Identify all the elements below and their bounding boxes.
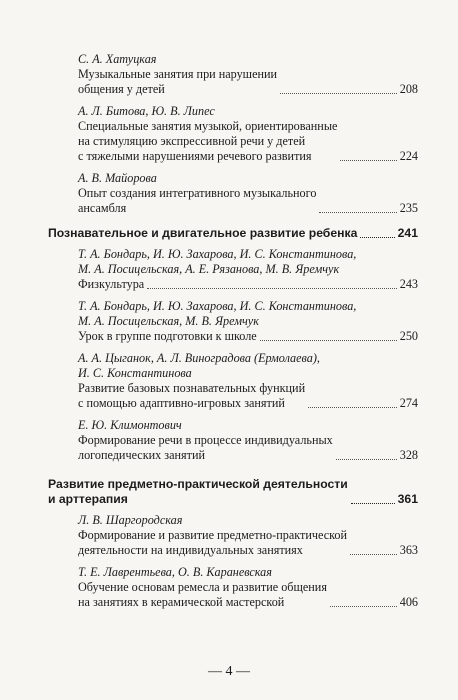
entry-title xyxy=(78,119,337,164)
toc-entry xyxy=(48,247,418,292)
section-entries-practical-art-therapy xyxy=(48,513,418,610)
entry-title-line: с тяжелыми нарушениями речевого развития xyxy=(78,149,312,163)
entry-title-line: Музыкальные занятия при нарушении xyxy=(78,67,278,81)
entry-authors: Е. Ю. Климонтович xyxy=(78,418,182,432)
entry-title xyxy=(78,186,316,216)
entry-title-row xyxy=(78,381,418,411)
entry-title-row xyxy=(78,67,418,97)
entry-title-line: Развитие базовых познавательных функций xyxy=(78,381,306,395)
dot-leader xyxy=(360,237,394,238)
entry-page-number: 328 xyxy=(399,448,418,462)
entry-page-number: 224 xyxy=(399,149,418,163)
section-title: Развитие предметно-практической деятельности и арттерапия xyxy=(48,477,348,506)
section-title: Познавательное и двигательное развитие ребенка xyxy=(48,226,358,240)
entry-title-row xyxy=(78,580,418,610)
dot-leader xyxy=(336,459,397,460)
entry-page-number: 235 xyxy=(399,201,418,215)
entry-title xyxy=(78,528,347,558)
entry-title-row xyxy=(78,329,418,344)
entry-authors: Л. В. Шаргородская xyxy=(78,513,183,527)
entry-title-line: Формирование и развитие предметно-практической xyxy=(78,528,348,542)
toc-entry xyxy=(48,418,418,463)
entry-page-number: 363 xyxy=(399,543,418,557)
dot-leader xyxy=(350,554,397,555)
entry-authors: Т. А. Бондарь, И. Ю. Захарова, И. С. Константинова, xyxy=(78,247,357,261)
entry-title xyxy=(78,381,305,411)
entry-title-row xyxy=(78,119,418,164)
entry-title-row xyxy=(78,528,418,558)
toc-entry xyxy=(48,52,418,97)
toc-entry xyxy=(48,565,418,610)
section-heading-cognitive-motor xyxy=(48,226,418,241)
entry-authors: А. А. Цыганок, А. Л. Виноградова (Ермолаева), xyxy=(78,351,320,365)
toc-entry xyxy=(48,351,418,411)
dot-leader xyxy=(147,288,397,289)
section-entries-cognitive-motor xyxy=(48,247,418,463)
entry-title xyxy=(78,329,257,344)
entry-page-number: 208 xyxy=(399,82,418,96)
dot-leader xyxy=(330,606,397,607)
section-page-number: 361 xyxy=(397,492,418,506)
entry-title xyxy=(78,580,327,610)
entry-page-number: 243 xyxy=(399,277,418,291)
entry-title-line: Специальные занятия музыкой, ориентированные xyxy=(78,119,338,133)
entry-title-line: Обучение основам ремесла и развитие общения xyxy=(78,580,327,594)
toc-entry xyxy=(48,513,418,558)
entry-title-line: ансамбля xyxy=(78,201,127,215)
entry-authors: Т. А. Бондарь, И. Ю. Захарова, И. С. Константинова, xyxy=(78,299,357,313)
entry-authors-continued: М. А. Посицельская, А. Е. Рязанова, М. В. Яремчук xyxy=(78,262,340,276)
entry-authors-continued: И. С. Константинова xyxy=(78,366,192,380)
entry-title-row xyxy=(78,277,418,292)
entry-title-row xyxy=(78,186,418,216)
dot-leader xyxy=(260,340,397,341)
page-folio: — 4 — xyxy=(208,664,250,679)
entry-title-line: общения у детей xyxy=(78,82,165,96)
section-heading-practical-art-therapy xyxy=(48,477,418,507)
entry-page-number: 274 xyxy=(399,396,418,410)
entry-title xyxy=(78,67,277,97)
entry-title-line: с помощью адаптивно-игровых занятий xyxy=(78,396,285,410)
entry-title-line: Опыт создания интегративного музыкального xyxy=(78,186,317,200)
entry-title-line: на занятиях в керамической мастерской xyxy=(78,595,285,609)
dot-leader xyxy=(308,407,397,408)
section-page-number: 241 xyxy=(397,226,418,240)
entry-title-row xyxy=(78,433,418,463)
entry-page-number: 406 xyxy=(399,595,418,609)
entry-title-line: Формирование речи в процессе индивидуальных xyxy=(78,433,333,447)
entry-title-line: Физкультура xyxy=(78,277,145,291)
dot-leader xyxy=(351,503,395,504)
pre-section-entries xyxy=(48,52,418,216)
entry-authors: А. Л. Битова, Ю. В. Липес xyxy=(78,104,215,118)
entry-authors-continued: М. А. Посицельская, М. В. Яремчук xyxy=(78,314,259,328)
toc-entry xyxy=(48,171,418,216)
entry-authors: А. В. Майорова xyxy=(78,171,157,185)
entry-title-line: на стимуляцию экспрессивной речи у детей xyxy=(78,134,306,148)
entry-authors: Т. Е. Лаврентьева, О. В. Караневская xyxy=(78,565,272,579)
entry-page-number: 250 xyxy=(399,329,418,343)
dot-leader xyxy=(340,160,396,161)
dot-leader xyxy=(280,93,397,94)
entry-title-line: Урок в группе подготовки к школе xyxy=(78,329,257,343)
toc-entry xyxy=(48,104,418,164)
entry-title xyxy=(78,433,333,463)
entry-authors: С. А. Хатуцкая xyxy=(78,52,157,66)
entry-title-line: деятельности на индивидуальных занятиях xyxy=(78,543,303,557)
entry-title xyxy=(78,277,144,292)
toc-entry xyxy=(48,299,418,344)
table-of-contents xyxy=(48,52,418,617)
dot-leader xyxy=(319,212,396,213)
entry-title-line: логопедических занятий xyxy=(78,448,206,462)
